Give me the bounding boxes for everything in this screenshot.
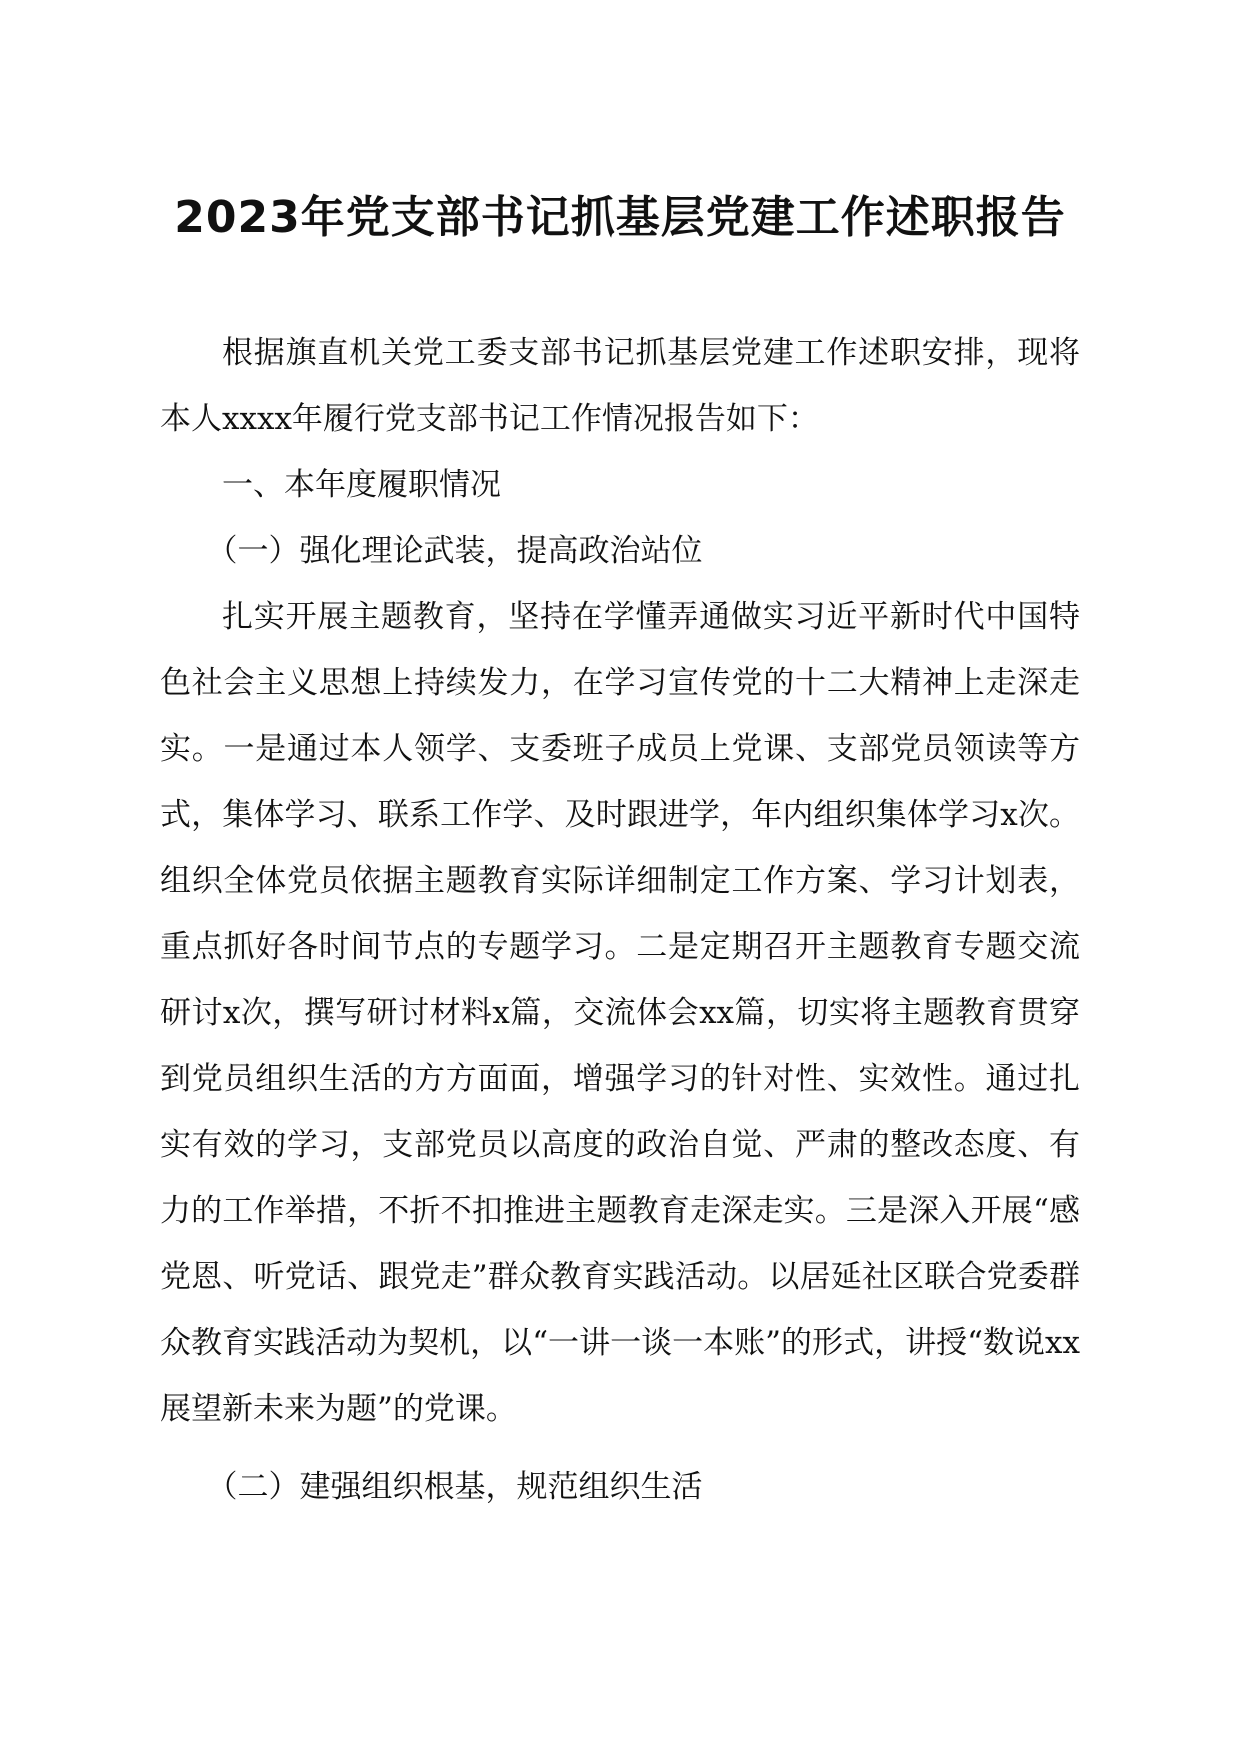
subsection-1-body: 扎实开展主题教育，坚持在学懂弄通做实习近平新时代中国特色社会主义思想上持续发力，在学习宣传党的十二大精神上走深走实。一是通过本人领学、支委班子成员上党课、支部党员领读等方式，集体学习、联系工作学、及时跟进学，年内组织集体学习x次。组织全体党员依据主题教育实际详细制定工作方案、学习计划表，重点抓好各时间节点的专题学习。二是定期召开主题教育专题交流研讨x次，撰写研讨材料x篇，交流体会xx篇，切实将主题教育贯穿到党员组织生活的方方面面，增强学习的针对性、实效性。通过扎实有效的学习，支部党员以高度的政治自觉、严肃的整改态度、有力的工作举措，不折不扣推进主题教育走深走实。三是深入开展“感党恩、听党话、跟党走”群众教育实践活动。以居延社区联合党委群众教育实践活动为契机，以“一讲一谈一本账”的形式，讲授“数说xx展望新未来为题”的党课。 — [160, 599, 1080, 1427]
subsection-heading-2: （二）建强组织根基，规范组织生活 — [206, 1469, 703, 1505]
section-heading-1: 一、本年度履职情况 — [222, 467, 501, 503]
subsection-heading-1: （一）强化理论武装，提高政治站位 — [206, 533, 703, 569]
intro-paragraph: 根据旗直机关党工委支部书记抓基层党建工作述职安排，现将本人xxxx年履行党支部书记工作情况报告如下： — [160, 335, 1080, 437]
document-body — [160, 320, 1080, 1520]
document-title: 2023年党支部书记抓基层党建工作述职报告 — [174, 192, 1066, 243]
